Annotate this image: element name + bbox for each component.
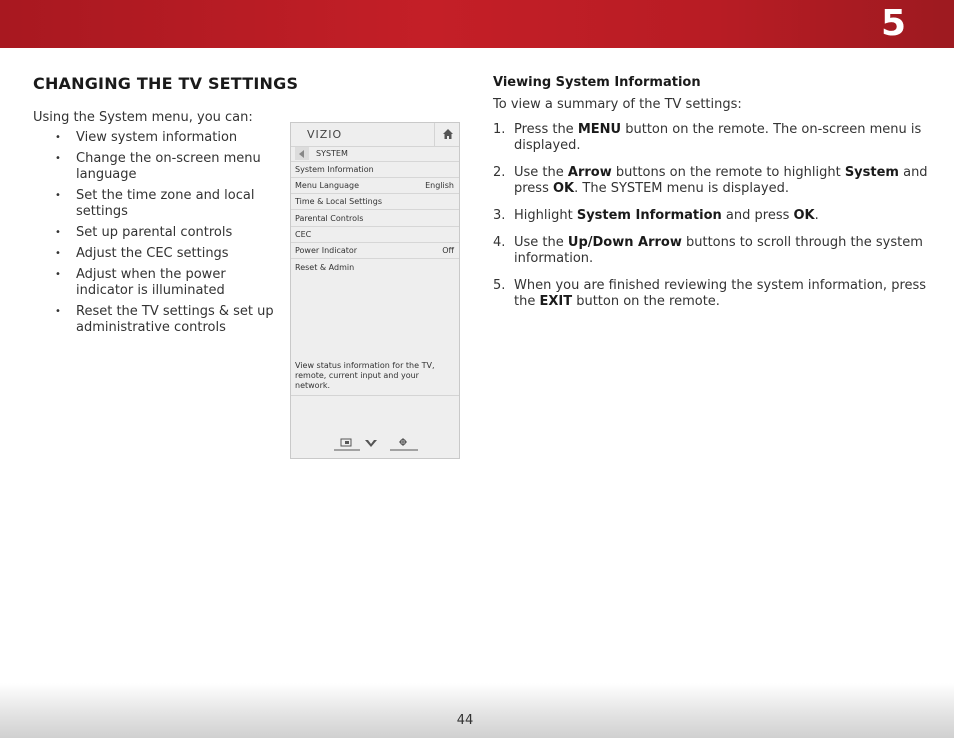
step-number: 5. [493, 278, 506, 293]
list-item-text: Adjust when the power indicator is illuminated [76, 267, 226, 298]
steps-list [493, 122, 928, 321]
menu-item-label: Time & Local Settings [295, 197, 382, 206]
step-keyword: OK [553, 181, 575, 196]
step-keyword: EXIT [539, 294, 573, 309]
step-text: Highlight [514, 208, 577, 223]
list-item [55, 151, 275, 183]
instructions-intro: To view a summary of the TV settings: [493, 97, 742, 112]
step-text: . [814, 208, 819, 223]
divider [434, 123, 435, 146]
step-keyword: OK [793, 208, 815, 223]
step-keyword: Up/Down Arrow [567, 235, 682, 250]
menu-item-label: Reset & Admin [295, 263, 355, 272]
menu-item-time-local-settings[interactable] [291, 194, 459, 210]
step-item [493, 208, 928, 224]
step-number: 1. [493, 122, 506, 137]
bullet-icon: • [55, 306, 61, 317]
list-item-text: View system information [76, 130, 238, 145]
step-keyword: MENU [577, 122, 622, 137]
menu-breadcrumb[interactable] [291, 146, 459, 162]
step-text: Use the [514, 165, 568, 180]
step-text: buttons on the remote to highlight [611, 165, 845, 180]
step-number: 2. [493, 165, 506, 180]
step-item [493, 165, 928, 197]
step-item [493, 235, 928, 267]
list-item [55, 304, 275, 336]
bullet-icon: • [55, 248, 61, 259]
list-item-text: Reset the TV settings & set up administrative controls [76, 304, 274, 335]
menu-item-label: System Information [295, 165, 374, 174]
step-text: When you are finished reviewing the system information, press the [514, 278, 927, 309]
menu-item-label: Parental Controls [295, 214, 364, 223]
bullet-icon: • [55, 190, 61, 201]
intro-text: Using the System menu, you can: [33, 110, 253, 125]
step-text: button on the remote. The on-screen menu is displayed. [514, 122, 922, 153]
step-number: 4. [493, 235, 506, 250]
step-text: Use the [514, 235, 568, 250]
list-item [55, 188, 275, 220]
menu-item-label: Power Indicator [295, 246, 358, 255]
tv-menu-header [291, 123, 459, 147]
chapter-number: 5 [880, 3, 906, 44]
step-item [493, 122, 928, 154]
menu-item-value: Off [442, 246, 454, 255]
list-item-text: Set up parental controls [76, 225, 233, 240]
feature-list [55, 130, 275, 341]
bullet-icon: • [55, 269, 61, 280]
back-button[interactable] [295, 147, 309, 160]
list-item [55, 130, 275, 146]
menu-item-system-information[interactable] [291, 162, 459, 178]
step-keyword: Arrow [567, 165, 612, 180]
page-number: 44 [456, 713, 474, 728]
vizio-v-icon[interactable] [365, 440, 377, 447]
tv-menu-screenshot [290, 122, 460, 459]
step-text: Press the [514, 122, 578, 137]
list-item-text: Set the time zone and local settings [76, 188, 255, 219]
step-keyword: System Information [576, 208, 722, 223]
subsection-title: Viewing System Information [493, 75, 701, 90]
list-item [55, 225, 275, 241]
step-text: and press [721, 208, 794, 223]
step-text: and press [514, 165, 928, 196]
back-arrow-icon [299, 150, 304, 158]
menu-item-label: Menu Language [295, 181, 359, 190]
bullet-icon: • [55, 153, 61, 164]
divider [291, 395, 459, 396]
menu-description: View status information for the TV, remote, current input and your network. [295, 361, 435, 390]
section-title: CHANGING THE TV SETTINGS [33, 74, 299, 93]
home-icon[interactable] [442, 128, 454, 140]
menu-item-menu-language[interactable] [291, 178, 459, 194]
list-item [55, 267, 275, 299]
step-item [493, 278, 928, 310]
step-number: 3. [493, 208, 506, 223]
bullet-icon: • [55, 132, 61, 143]
step-text: buttons to scroll through the system information. [514, 235, 923, 266]
step-keyword: System [844, 165, 899, 180]
input-icon[interactable] [334, 439, 360, 450]
list-item-text: Change the on-screen menu language [76, 151, 261, 182]
footer-bar [0, 683, 954, 738]
menu-item-parental-controls[interactable] [291, 211, 459, 227]
gear-icon[interactable] [390, 438, 418, 450]
header-bar [0, 0, 954, 48]
vizio-logo: VIZIO [307, 128, 343, 141]
menu-item-power-indicator[interactable] [291, 243, 459, 259]
tv-menu-footer [331, 435, 421, 453]
menu-section-label: SYSTEM [316, 149, 348, 158]
list-item-text: Adjust the CEC settings [76, 246, 229, 261]
step-text: . The SYSTEM menu is displayed. [574, 181, 789, 196]
list-item [55, 246, 275, 262]
menu-item-reset-admin[interactable] [291, 260, 459, 276]
menu-item-value: English [425, 181, 454, 190]
menu-item-cec[interactable] [291, 227, 459, 243]
bullet-icon: • [55, 227, 61, 238]
menu-item-label: CEC [295, 230, 312, 239]
step-text: button on the remote. [572, 294, 720, 309]
